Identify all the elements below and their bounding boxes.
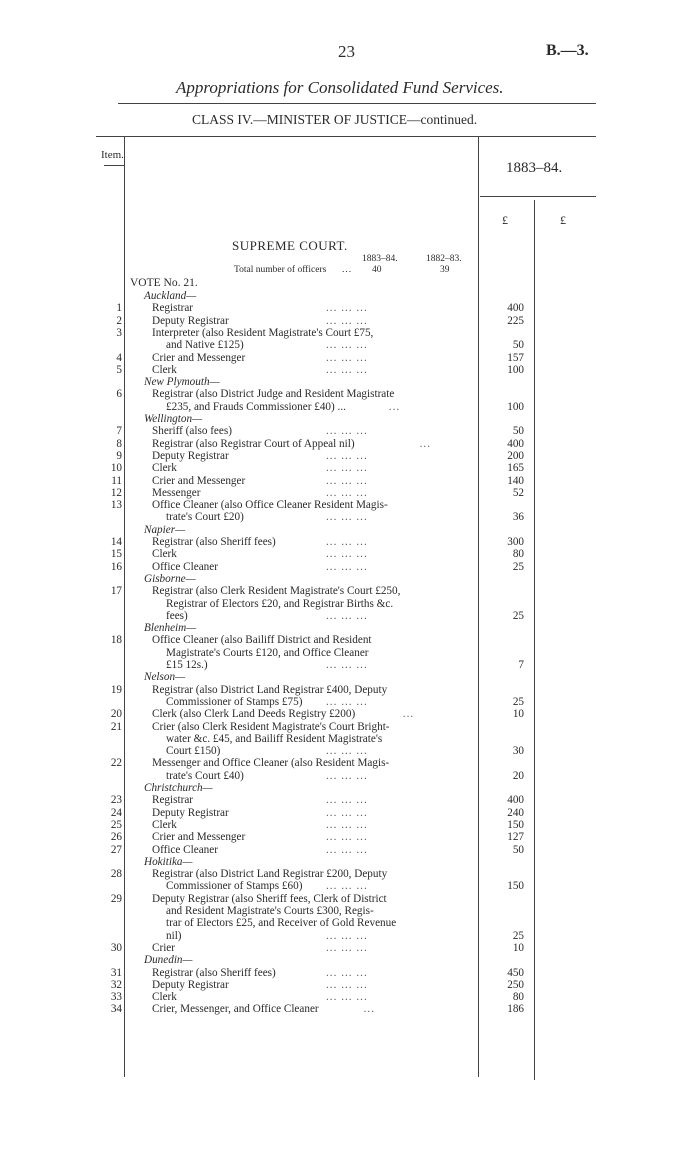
amount: 400: [507, 794, 524, 807]
item-description: Crier and Messenger: [152, 474, 246, 487]
table-row: [0, 684, 700, 697]
leader-dots: ... ... ...: [326, 880, 368, 893]
amount: 80: [512, 548, 524, 561]
item-description: Magistrate's Courts £120, and Office Cleaner: [166, 646, 369, 659]
item-description: and Resident Magistrate's Courts £300, Regis-: [166, 905, 374, 917]
leader-dots: ... ... ...: [326, 695, 368, 708]
table-row: [0, 487, 700, 500]
item-description: £15 12s.): [166, 659, 208, 671]
table-row: [0, 462, 700, 475]
item-number: 13: [110, 499, 122, 512]
item-description: Office Cleaner (also Office Cleaner Resident Magis-: [152, 499, 388, 512]
leader-dots: ... ... ...: [326, 794, 368, 807]
item-description: Crier and Messenger: [152, 351, 246, 364]
district-heading: Hokitika—: [144, 855, 193, 868]
table-row: [0, 352, 700, 365]
table-row: [0, 634, 700, 647]
item-description: Crier and Messenger: [152, 831, 246, 844]
item-description: Deputy Registrar: [152, 806, 229, 819]
amount: 52: [512, 486, 524, 499]
item-number: 6: [116, 388, 122, 401]
leader-dots: ... ... ...: [326, 536, 368, 548]
item-number: 16: [110, 560, 122, 573]
item-number: 17: [110, 585, 122, 598]
item-number: 5: [116, 363, 122, 376]
leader-dots: ... ... ...: [326, 991, 368, 1004]
item-description: fees): [166, 609, 188, 622]
table-row: [0, 364, 700, 377]
item-description: Registrar (also District Judge and Resident Magistrate: [152, 388, 395, 401]
amount: 300: [507, 536, 524, 548]
item-description: Registrar (also Sheriff fees): [152, 966, 276, 979]
table-row: [0, 831, 700, 844]
item-number: 11: [111, 474, 122, 487]
table-row: [0, 844, 700, 857]
table-row: [0, 573, 700, 586]
table-row: [0, 708, 700, 721]
item-number: 21: [110, 720, 122, 733]
item-description: Crier, Messenger, and Office Cleaner: [152, 1003, 319, 1016]
item-number: 25: [110, 818, 122, 831]
amount: 50: [512, 425, 524, 438]
table-row: [0, 339, 700, 352]
table-row: [0, 388, 700, 401]
item-number: 19: [110, 683, 122, 696]
table-row: [0, 794, 700, 807]
item-description: Registrar: [152, 794, 194, 807]
item-number: 27: [110, 843, 122, 856]
item-description: nil): [166, 929, 182, 942]
table-row: [0, 954, 700, 967]
item-number: 18: [110, 634, 122, 647]
leader-dots: ...: [363, 1003, 375, 1016]
section-title: SUPREME COURT.: [232, 238, 348, 253]
table-row: [0, 598, 700, 611]
officers-count-b: 39: [440, 265, 450, 275]
table-row: [0, 893, 700, 906]
district-heading: Wellington—: [144, 413, 203, 425]
amount: 140: [507, 474, 524, 487]
table-row: [0, 524, 700, 537]
item-description: Clerk: [152, 462, 177, 475]
amount: 10: [512, 941, 524, 954]
item-number: 22: [110, 757, 122, 770]
amount: 225: [507, 314, 524, 327]
currency-column-a: £: [502, 213, 508, 227]
leader-dots: ... ... ...: [326, 363, 368, 376]
table-row: [0, 376, 700, 389]
table-row: [0, 425, 700, 438]
leader-dots: ... ... ...: [326, 745, 368, 758]
leader-dots: ... ... ...: [326, 302, 368, 315]
amount: 7: [518, 659, 524, 671]
district-heading: Blenheim—: [144, 622, 197, 635]
district-heading: New Plymouth—: [144, 376, 220, 389]
currency-column-b: £: [560, 213, 566, 227]
table-row: [0, 302, 700, 315]
item-description: Office Cleaner: [152, 843, 218, 856]
item-description: Messenger and Office Cleaner (also Resident Magis-: [152, 757, 390, 770]
leader-dots: ... ... ...: [326, 474, 368, 487]
amount: 165: [507, 462, 524, 475]
leader-dots: ... ... ...: [326, 339, 368, 352]
table-row: [0, 930, 700, 943]
table-row: [0, 1003, 700, 1016]
item-description: Crier (also Clerk Resident Magistrate's Court Bright-: [152, 720, 390, 733]
table-row: [0, 819, 700, 832]
amount: 400: [507, 302, 524, 315]
item-description: trar of Electors £25, and Receiver of Gold Revenue: [166, 917, 397, 930]
item-number: 30: [110, 941, 122, 954]
item-description: and Native £125): [166, 339, 244, 352]
leader-dots: ... ... ...: [326, 966, 368, 979]
leader-dots: ... ... ...: [326, 843, 368, 856]
table-row: [0, 671, 700, 684]
table-row: [0, 659, 700, 672]
item-number: 15: [110, 548, 122, 561]
item-description: Commissioner of Stamps £60): [166, 880, 303, 893]
table-row: [0, 475, 700, 488]
leader-dots: ... ... ...: [326, 314, 368, 327]
table-row: [0, 770, 700, 783]
item-description: Registrar (also Clerk Resident Magistrate's Court £250,: [152, 585, 401, 598]
leader-dots: ... ... ...: [326, 449, 368, 462]
item-number: 31: [110, 966, 122, 979]
leader-dots: ... ... ...: [326, 929, 368, 942]
item-number: 34: [110, 1003, 122, 1016]
year-column-header: 1883–84.: [506, 160, 563, 176]
amount: 100: [507, 363, 524, 376]
item-number: 10: [110, 462, 122, 475]
table-row: [0, 807, 700, 820]
amount: 20: [512, 769, 524, 782]
item-description: Commissioner of Stamps £75): [166, 695, 303, 708]
table-row: [0, 757, 700, 770]
amount: 450: [507, 966, 524, 979]
amount: 25: [512, 695, 524, 708]
amount: 25: [512, 560, 524, 573]
item-description: Deputy Registrar: [152, 314, 229, 327]
table-row: [0, 868, 700, 881]
table-row: [0, 290, 700, 303]
item-number: 29: [110, 892, 122, 905]
item-description: £235, and Frauds Commissioner £40) ...: [166, 400, 346, 413]
leader-dots: ... ... ...: [326, 462, 368, 475]
table-row: [0, 327, 700, 340]
amount: 200: [507, 449, 524, 462]
table-row: [0, 438, 700, 451]
amount: 50: [512, 339, 524, 352]
table-row: [0, 856, 700, 869]
item-description: Crier: [152, 941, 175, 954]
item-number: 23: [110, 794, 122, 807]
amount: 100: [507, 400, 524, 413]
item-number: 32: [110, 978, 122, 991]
item-number: 8: [116, 437, 122, 450]
leader-dots: ... ... ...: [326, 831, 368, 844]
table-row: [0, 548, 700, 561]
amount: 36: [512, 511, 524, 524]
leader-dots: ...: [402, 708, 415, 721]
item-number: 7: [116, 425, 122, 438]
item-description: Office Cleaner: [152, 560, 218, 573]
item-description: Deputy Registrar: [152, 978, 229, 991]
item-description: Registrar: [152, 302, 194, 315]
table-row: [0, 536, 700, 549]
class-title: CLASS IV.—MINISTER OF JUSTICE—continued.: [192, 112, 478, 127]
district-heading: Gisborne—: [144, 572, 196, 585]
item-number: 33: [110, 991, 122, 1004]
item-description: Deputy Registrar: [152, 449, 229, 462]
item-description: water &c. £45, and Bailiff Resident Magistrate's: [166, 732, 383, 745]
amount: 400: [507, 437, 524, 450]
leader-dots: ...: [419, 437, 431, 450]
item-description: Sheriff (also fees): [152, 425, 232, 438]
leader-dots: ... ... ...: [326, 511, 368, 524]
item-number: 24: [110, 806, 122, 819]
item-description: Office Cleaner (also Bailiff District and Resident: [152, 634, 372, 647]
amount: 150: [507, 880, 524, 893]
district-heading: Auckland—: [144, 290, 197, 302]
officers-dots: ...: [342, 265, 353, 275]
district-heading: Napier—: [144, 523, 186, 536]
item-number: 1: [116, 302, 122, 315]
item-description: Registrar (also Registrar Court of Appeal nil): [152, 437, 355, 450]
item-column-header: Item.: [101, 149, 124, 161]
district-heading: Nelson—: [144, 671, 186, 684]
item-description: trate's Court £40): [166, 769, 244, 782]
officers-count-a: 40: [372, 265, 382, 275]
vote-label: VOTE No. 21.: [130, 277, 198, 289]
amount: 30: [512, 745, 524, 758]
amount: 250: [507, 978, 524, 991]
item-description: Deputy Registrar (also Sheriff fees, Clerk of District: [152, 892, 387, 905]
item-description: Registrar (also Sheriff fees): [152, 536, 276, 548]
table-row: [0, 721, 700, 734]
table-row: [0, 942, 700, 955]
item-description: Registrar of Electors £20, and Registrar Births &c.: [166, 597, 394, 610]
page-number: 23: [338, 42, 355, 61]
item-number: 2: [116, 314, 122, 327]
item-description: Clerk (also Clerk Land Deeds Registry £200): [152, 708, 356, 721]
leader-dots: ... ... ...: [326, 818, 368, 831]
amount: 10: [512, 708, 524, 721]
item-description: Interpreter (also Resident Magistrate's Court £75,: [152, 326, 374, 339]
table-row: [0, 499, 700, 512]
leader-dots: ... ... ...: [326, 769, 368, 782]
table-row: [0, 905, 700, 918]
district-heading: Dunedin—: [144, 954, 193, 967]
table-row: [0, 917, 700, 930]
item-description: Registrar (also District Land Registrar £200, Deputy: [152, 868, 388, 881]
amount: 25: [512, 609, 524, 622]
table-row: [0, 315, 700, 328]
year-a-label: 1883–84.: [362, 254, 398, 264]
table-row: [0, 880, 700, 893]
table-row: [0, 979, 700, 992]
item-description: Clerk: [152, 991, 177, 1004]
amount: 127: [507, 831, 524, 844]
table-row: [0, 413, 700, 426]
leader-dots: ... ... ...: [326, 806, 368, 819]
table-row: [0, 622, 700, 635]
item-description: Clerk: [152, 363, 177, 376]
leader-dots: ... ... ...: [326, 486, 368, 499]
leader-dots: ... ... ...: [326, 941, 368, 954]
item-number: 4: [116, 351, 122, 364]
item-number: 26: [110, 831, 122, 844]
table-row: [0, 696, 700, 709]
item-description: trate's Court £20): [166, 511, 244, 524]
item-description: Court £150): [166, 745, 221, 758]
leader-dots: ... ... ...: [326, 978, 368, 991]
table-row: [0, 733, 700, 746]
leader-dots: ... ... ...: [326, 609, 368, 622]
item-number: 9: [116, 449, 122, 462]
item-number: 3: [116, 326, 122, 339]
amount: 80: [512, 991, 524, 1004]
item-number: 12: [110, 486, 122, 499]
table-row: [0, 647, 700, 660]
table-row: [0, 511, 700, 524]
item-number: 28: [110, 868, 122, 881]
table-row: [0, 967, 700, 980]
amount: 157: [507, 351, 524, 364]
item-number: 20: [110, 708, 122, 721]
item-number: 14: [110, 536, 122, 548]
table-row: [0, 450, 700, 463]
amount: 150: [507, 818, 524, 831]
district-heading: Christchurch—: [144, 782, 213, 794]
leader-dots: ... ... ...: [326, 425, 368, 438]
leader-dots: ... ... ...: [326, 548, 368, 561]
table-row: [0, 585, 700, 598]
document-title: Appropriations for Consolidated Fund Services.: [176, 78, 504, 97]
amount: 186: [507, 1003, 524, 1016]
leader-dots: ... ... ...: [326, 659, 368, 671]
leader-dots: ... ... ...: [326, 351, 368, 364]
item-description: Clerk: [152, 818, 177, 831]
document-reference: B.—3.: [546, 42, 589, 59]
leader-dots: ...: [388, 400, 401, 413]
amount: 240: [507, 806, 524, 819]
table-row: [0, 991, 700, 1004]
table-row: [0, 610, 700, 623]
leader-dots: ... ... ...: [326, 560, 368, 573]
amount: 25: [512, 929, 524, 942]
table-row: [0, 782, 700, 795]
amount: 50: [512, 843, 524, 856]
table-row: [0, 561, 700, 574]
year-b-label: 1882–83.: [426, 254, 462, 264]
item-description: Clerk: [152, 548, 177, 561]
table-row: [0, 745, 700, 758]
table-row: [0, 401, 700, 414]
officers-label: Total number of officers: [234, 265, 327, 275]
item-description: Registrar (also District Land Registrar £400, Deputy: [152, 683, 388, 696]
item-description: Messenger: [152, 486, 201, 499]
